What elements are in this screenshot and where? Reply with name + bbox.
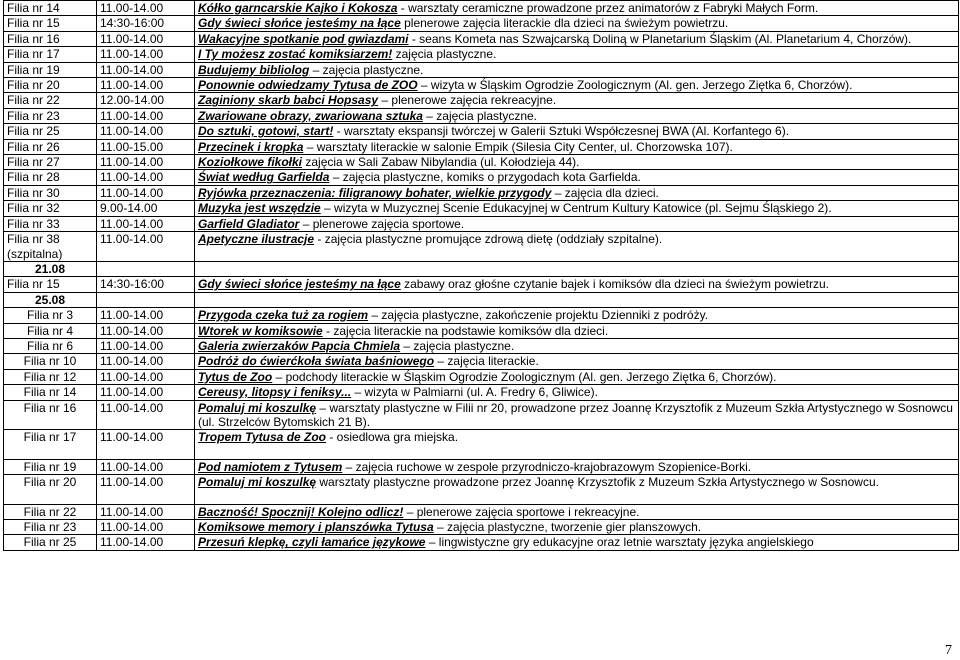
event-title-text: Baczność! Spocznij! Kolejno odlicz! bbox=[198, 504, 404, 519]
event-title-text: Zaginiony skarb babci Hopsasy bbox=[198, 93, 379, 108]
event-description: – plenerowe zajęcia rekreacyjne. bbox=[378, 93, 557, 108]
table-row bbox=[4, 504, 959, 519]
event-title-text: Tytus de Zoo bbox=[198, 369, 273, 384]
event-description: – zajęcia plastyczne. bbox=[309, 62, 424, 77]
event-cell bbox=[195, 277, 959, 292]
event-description: warsztaty plastyczne prowadzone przez Joannę Krzysztofik z Muzeum Szkła Artystycznego w Sosnowcu. bbox=[316, 475, 879, 490]
event-cell bbox=[195, 47, 959, 62]
event-description: – zajęcia plastyczne. bbox=[422, 108, 538, 123]
event-description: - seans Kometa nas Szwajcarską Doliną w Planetarium Śląskim (Al. Planetarium 4, Chorzów). bbox=[408, 31, 912, 46]
date-row bbox=[4, 292, 959, 307]
time-cell: 11.00-14.00 bbox=[97, 369, 195, 384]
table-row bbox=[4, 520, 959, 535]
event-cell bbox=[195, 216, 959, 231]
event-title-text: Podróż do ćwierćkoła świata baśniowego bbox=[198, 354, 435, 369]
event-title bbox=[198, 16, 401, 30]
table-row bbox=[4, 277, 959, 292]
date-row bbox=[4, 261, 959, 276]
table-row bbox=[4, 185, 959, 200]
event-title-text: Muzyka jest wszędzie bbox=[198, 201, 321, 216]
event-description: zajęcia plastyczne. bbox=[392, 47, 497, 62]
table-row bbox=[4, 459, 959, 474]
time-cell: 11.00-14.00 bbox=[97, 78, 195, 93]
time-cell: 11.00-14.00 bbox=[97, 124, 195, 139]
event-cell bbox=[195, 369, 959, 384]
event-title bbox=[198, 475, 316, 489]
event-description: – warsztaty plastyczne w Filii nr 20, prowadzone przez Joannę Krzysztofik z Muzeum Szkła Artystycznego w Sosnowcu (ul. Strzelców Bytomskich 21 B). bbox=[198, 400, 953, 429]
event-title bbox=[198, 460, 342, 474]
time-cell: 11.00-14.00 bbox=[97, 185, 195, 200]
event-description: – plenerowe zajęcia sportowe. bbox=[299, 216, 465, 231]
event-title-text: Pomaluj mi koszulkę bbox=[198, 400, 317, 415]
table-row bbox=[4, 232, 959, 262]
event-title-text: Zwariowane obrazy, zwariowana sztuka bbox=[198, 108, 423, 123]
empty-cell bbox=[195, 261, 959, 276]
event-title bbox=[198, 370, 272, 384]
event-description: – zajęcia plastyczne, tworzenie gier planszowych. bbox=[433, 520, 702, 534]
time-cell: 11.00-14.00 bbox=[97, 47, 195, 62]
event-description: – podchody literackie w Śląskim Ogrodzie Zoologicznym (Al. gen. Jerzego Ziętka 6, Chorzów). bbox=[272, 369, 777, 384]
table-row bbox=[4, 535, 959, 550]
table-row bbox=[4, 308, 959, 323]
branch-cell: Filia nr 22 bbox=[4, 93, 97, 108]
time-cell: 11.00-14.00 bbox=[97, 520, 195, 535]
event-cell bbox=[195, 139, 959, 154]
event-description: – warsztaty literackie w salonie Empik (Silesia City Center, ul. Chorzowska 107). bbox=[303, 139, 733, 154]
event-description: – zajęcia literackie. bbox=[434, 354, 539, 369]
time-cell: 11.00-14.00 bbox=[97, 31, 195, 46]
event-title-text: Pod namiotem z Tytusem bbox=[198, 459, 343, 474]
event-cell bbox=[195, 354, 959, 369]
event-title-text: Garfield Gladiator bbox=[198, 216, 300, 231]
time-cell: 11.00-14.00 bbox=[97, 385, 195, 400]
table-row bbox=[4, 216, 959, 231]
branch-cell: Filia nr 38 (szpitalna) bbox=[4, 232, 97, 262]
branch-cell: Filia nr 30 bbox=[4, 185, 97, 200]
event-title-text: Przygoda czeka tuż za rogiem bbox=[198, 308, 369, 323]
time-cell: 11.00-15.00 bbox=[97, 139, 195, 154]
time-cell: 11.00-14.00 bbox=[97, 108, 195, 123]
time-cell: 11.00-14.00 bbox=[97, 535, 195, 550]
time-cell: 11.00-14.00 bbox=[97, 232, 195, 262]
event-description: - warsztaty ceramiczne prowadzone przez animatorów z Fabryki Małych Form. bbox=[397, 1, 819, 15]
event-title-text: Galeria zwierzaków Papcia Chmiela bbox=[198, 338, 401, 353]
branch-cell: Filia nr 27 bbox=[4, 155, 97, 170]
event-cell bbox=[195, 155, 959, 170]
event-description: – zajęcia dla dzieci. bbox=[551, 185, 659, 200]
event-description: – zajęcia ruchowe w zespole przyrodniczo-krajobrazowym Szopienice-Borki. bbox=[342, 459, 752, 474]
event-title-text: Pomaluj mi koszulkę bbox=[198, 475, 317, 490]
event-description: - zajęcia literackie na podstawie komiksów dla dzieci. bbox=[322, 323, 609, 338]
time-cell: 11.00-14.00 bbox=[97, 338, 195, 353]
branch-cell: Filia nr 28 bbox=[4, 170, 97, 185]
time-cell: 11.00-14.00 bbox=[97, 400, 195, 430]
page-number: 7 bbox=[945, 643, 952, 658]
branch-cell: Filia nr 20 bbox=[4, 475, 97, 504]
table-row bbox=[4, 400, 959, 430]
event-cell bbox=[195, 338, 959, 353]
time-cell: 11.00-14.00 bbox=[97, 216, 195, 231]
program-table-body bbox=[4, 1, 959, 551]
event-description: – wizyta w Muzycznej Scenie Edukacyjnej w Centrum Kultury Katowice (pl. Sejmu Śląskiego 2). bbox=[320, 201, 832, 216]
branch-cell: Filia nr 26 bbox=[4, 139, 97, 154]
event-title bbox=[198, 93, 378, 107]
event-cell bbox=[195, 124, 959, 139]
table-row bbox=[4, 354, 959, 369]
event-title bbox=[198, 535, 425, 549]
event-title bbox=[198, 124, 333, 138]
branch-cell: Filia nr 20 bbox=[4, 78, 97, 93]
time-cell: 11.00-14.00 bbox=[97, 62, 195, 77]
event-description: plenerowe zajęcia literackie dla dzieci na świeżym powietrzu. bbox=[400, 16, 729, 31]
empty-cell bbox=[97, 292, 195, 307]
event-title-text: Cereusy, litopsy i feniksy... bbox=[198, 385, 352, 400]
event-title bbox=[198, 324, 323, 338]
time-cell: 11.00-14.00 bbox=[97, 504, 195, 519]
event-title-text: Przecinek i kropka bbox=[198, 139, 304, 154]
time-cell: 14:30-16:00 bbox=[97, 277, 195, 292]
event-title bbox=[198, 308, 368, 322]
table-row bbox=[4, 201, 959, 216]
event-cell bbox=[195, 535, 959, 550]
event-description: – zajęcia plastyczne, zakończenie projektu Dzienniki z podróży. bbox=[368, 308, 709, 323]
event-title bbox=[198, 277, 401, 291]
branch-cell: Filia nr 3 bbox=[4, 308, 97, 323]
event-cell bbox=[195, 185, 959, 200]
event-title-text: Tropem Tytusa de Zoo bbox=[198, 430, 327, 445]
event-title-text: Budujemy bibliolog bbox=[198, 62, 310, 77]
empty-cell bbox=[195, 292, 959, 307]
time-cell: 11.00-14.00 bbox=[97, 308, 195, 323]
event-title bbox=[198, 78, 418, 92]
table-row bbox=[4, 93, 959, 108]
branch-cell: Filia nr 15 bbox=[4, 16, 97, 31]
event-description: - warsztaty ekspansji twórczej w Galerii Sztuki Współczesnej BWA (Al. Korfantego 6). bbox=[333, 124, 790, 139]
event-description: - osiedlowa gra miejska. bbox=[326, 430, 459, 445]
event-description: – plenerowe zajęcia sportowe i rekreacyjne. bbox=[403, 504, 640, 519]
event-cell bbox=[195, 31, 959, 46]
event-title-text: Kółko garncarskie Kajko i Kokosza bbox=[198, 1, 398, 15]
event-title bbox=[198, 140, 303, 154]
event-description: – zajęcia plastyczne, komiks o przygodach kota Garfielda. bbox=[329, 170, 641, 185]
branch-cell: Filia nr 25 bbox=[4, 124, 97, 139]
time-cell: 11.00-14.00 bbox=[97, 354, 195, 369]
event-title-text: Koziołkowe fikołki bbox=[198, 155, 303, 170]
branch-cell: Filia nr 4 bbox=[4, 323, 97, 338]
event-cell bbox=[195, 504, 959, 519]
event-cell bbox=[195, 78, 959, 93]
event-description: – wizyta w Palmiarni (ul. A. Fredry 6, Gliwice). bbox=[351, 385, 598, 400]
event-title bbox=[198, 47, 392, 61]
event-cell bbox=[195, 62, 959, 77]
event-title bbox=[198, 1, 397, 15]
event-title-text: Wakacyjne spotkanie pod gwiazdami bbox=[198, 31, 409, 46]
branch-cell: Filia nr 10 bbox=[4, 354, 97, 369]
branch-cell: Filia nr 17 bbox=[4, 47, 97, 62]
event-cell bbox=[195, 308, 959, 323]
branch-cell: Filia nr 23 bbox=[4, 520, 97, 535]
event-description: - zajęcia plastyczne promujące zdrową dietę (oddziały szpitalne). bbox=[314, 232, 663, 247]
event-description: – wizyta w Śląskim Ogrodzie Zoologicznym (Al. gen. Jerzego Ziętka 6, Chorzów). bbox=[417, 78, 853, 93]
event-title bbox=[198, 109, 423, 123]
table-row bbox=[4, 108, 959, 123]
event-title bbox=[198, 63, 309, 77]
event-title-text: Przesuń klepkę, czyli łamańce językowe bbox=[198, 535, 426, 550]
event-title bbox=[198, 186, 551, 200]
branch-cell: Filia nr 12 bbox=[4, 369, 97, 384]
program-table bbox=[3, 0, 959, 551]
table-row bbox=[4, 139, 959, 154]
event-title bbox=[198, 170, 329, 184]
branch-cell: Filia nr 19 bbox=[4, 459, 97, 474]
event-title-text: Świat według Garfielda bbox=[198, 170, 330, 185]
event-title bbox=[198, 354, 434, 368]
table-row bbox=[4, 369, 959, 384]
table-row bbox=[4, 31, 959, 46]
event-cell bbox=[195, 93, 959, 108]
event-title bbox=[198, 217, 299, 231]
event-cell bbox=[195, 385, 959, 400]
branch-cell: Filia nr 19 bbox=[4, 62, 97, 77]
table-row bbox=[4, 155, 959, 170]
event-title-text: Wtorek w komiksowie bbox=[198, 323, 323, 338]
event-description: – lingwistyczne gry edukacyjne oraz letnie warsztaty języka angielskiego bbox=[425, 535, 814, 550]
event-title bbox=[198, 520, 434, 534]
event-title-text: Komiksowe memory i planszówka Tytusa bbox=[198, 520, 434, 534]
branch-cell: Filia nr 23 bbox=[4, 108, 97, 123]
event-title-text: I Ty możesz zostać komiksiarzem! bbox=[198, 47, 393, 62]
event-title-text: Ponownie odwiedzamy Tytusa de ZOO bbox=[198, 78, 418, 93]
event-cell bbox=[195, 170, 959, 185]
time-cell: 12.00-14.00 bbox=[97, 93, 195, 108]
time-cell: 11.00-14.00 bbox=[97, 1, 195, 16]
event-description: – zajęcia plastyczne. bbox=[400, 338, 515, 353]
event-cell bbox=[195, 430, 959, 459]
event-title bbox=[198, 155, 302, 169]
event-title bbox=[198, 339, 400, 353]
branch-cell: Filia nr 33 bbox=[4, 216, 97, 231]
event-cell bbox=[195, 520, 959, 535]
event-title bbox=[198, 401, 316, 415]
table-row bbox=[4, 78, 959, 93]
branch-cell: Filia nr 15 bbox=[4, 277, 97, 292]
event-cell bbox=[195, 400, 959, 430]
time-cell: 11.00-14.00 bbox=[97, 323, 195, 338]
empty-cell bbox=[97, 261, 195, 276]
event-title-text: Apetyczne ilustracje bbox=[198, 232, 315, 247]
table-row bbox=[4, 475, 959, 504]
branch-cell: Filia nr 6 bbox=[4, 338, 97, 353]
table-row bbox=[4, 338, 959, 353]
time-cell: 14:30-16:00 bbox=[97, 16, 195, 31]
event-title bbox=[198, 385, 351, 399]
date-label: 21.08 bbox=[4, 261, 97, 276]
event-description: zabawy oraz głośne czytanie bajek i komiksów dla dzieci na świeżym powietrzu. bbox=[400, 277, 829, 292]
branch-cell: Filia nr 16 bbox=[4, 400, 97, 430]
event-title-text: Do sztuki, gotowi, start! bbox=[198, 124, 334, 139]
event-title-text: Ryjówka przeznaczenia: filigranowy bohater, wielkie przygody bbox=[198, 185, 552, 200]
event-cell bbox=[195, 16, 959, 31]
program-sheet bbox=[3, 0, 958, 551]
table-row bbox=[4, 47, 959, 62]
time-cell: 11.00-14.00 bbox=[97, 155, 195, 170]
event-title bbox=[198, 505, 403, 519]
branch-cell: Filia nr 14 bbox=[4, 1, 97, 16]
event-title bbox=[198, 430, 326, 444]
branch-cell: Filia nr 16 bbox=[4, 31, 97, 46]
branch-cell: Filia nr 17 bbox=[4, 430, 97, 459]
table-row bbox=[4, 62, 959, 77]
table-row bbox=[4, 1, 959, 16]
table-row bbox=[4, 323, 959, 338]
event-description: zajęcia w Sali Zabaw Nibylandia (ul. Kołodzieja 44). bbox=[302, 155, 580, 170]
branch-cell: Filia nr 32 bbox=[4, 201, 97, 216]
event-cell bbox=[195, 459, 959, 474]
event-cell bbox=[195, 475, 959, 504]
event-title bbox=[198, 232, 314, 246]
event-cell bbox=[195, 232, 959, 262]
table-row bbox=[4, 170, 959, 185]
table-row bbox=[4, 124, 959, 139]
event-cell bbox=[195, 108, 959, 123]
branch-cell: Filia nr 14 bbox=[4, 385, 97, 400]
event-title-text: Gdy świeci słońce jesteśmy na łące bbox=[198, 277, 401, 292]
event-cell bbox=[195, 323, 959, 338]
time-cell: 11.00-14.00 bbox=[97, 459, 195, 474]
event-title bbox=[198, 32, 409, 46]
time-cell: 11.00-14.00 bbox=[97, 430, 195, 459]
table-row bbox=[4, 385, 959, 400]
event-title-text: Gdy świeci słońce jesteśmy na łące bbox=[198, 16, 401, 31]
event-title bbox=[198, 201, 321, 215]
date-label: 25.08 bbox=[4, 292, 97, 307]
branch-cell: Filia nr 22 bbox=[4, 504, 97, 519]
time-cell: 9.00-14.00 bbox=[97, 201, 195, 216]
time-cell: 11.00-14.00 bbox=[97, 475, 195, 504]
branch-cell: Filia nr 25 bbox=[4, 535, 97, 550]
table-row bbox=[4, 430, 959, 459]
event-cell bbox=[195, 201, 959, 216]
time-cell: 11.00-14.00 bbox=[97, 170, 195, 185]
table-row bbox=[4, 16, 959, 31]
event-cell bbox=[195, 1, 959, 16]
